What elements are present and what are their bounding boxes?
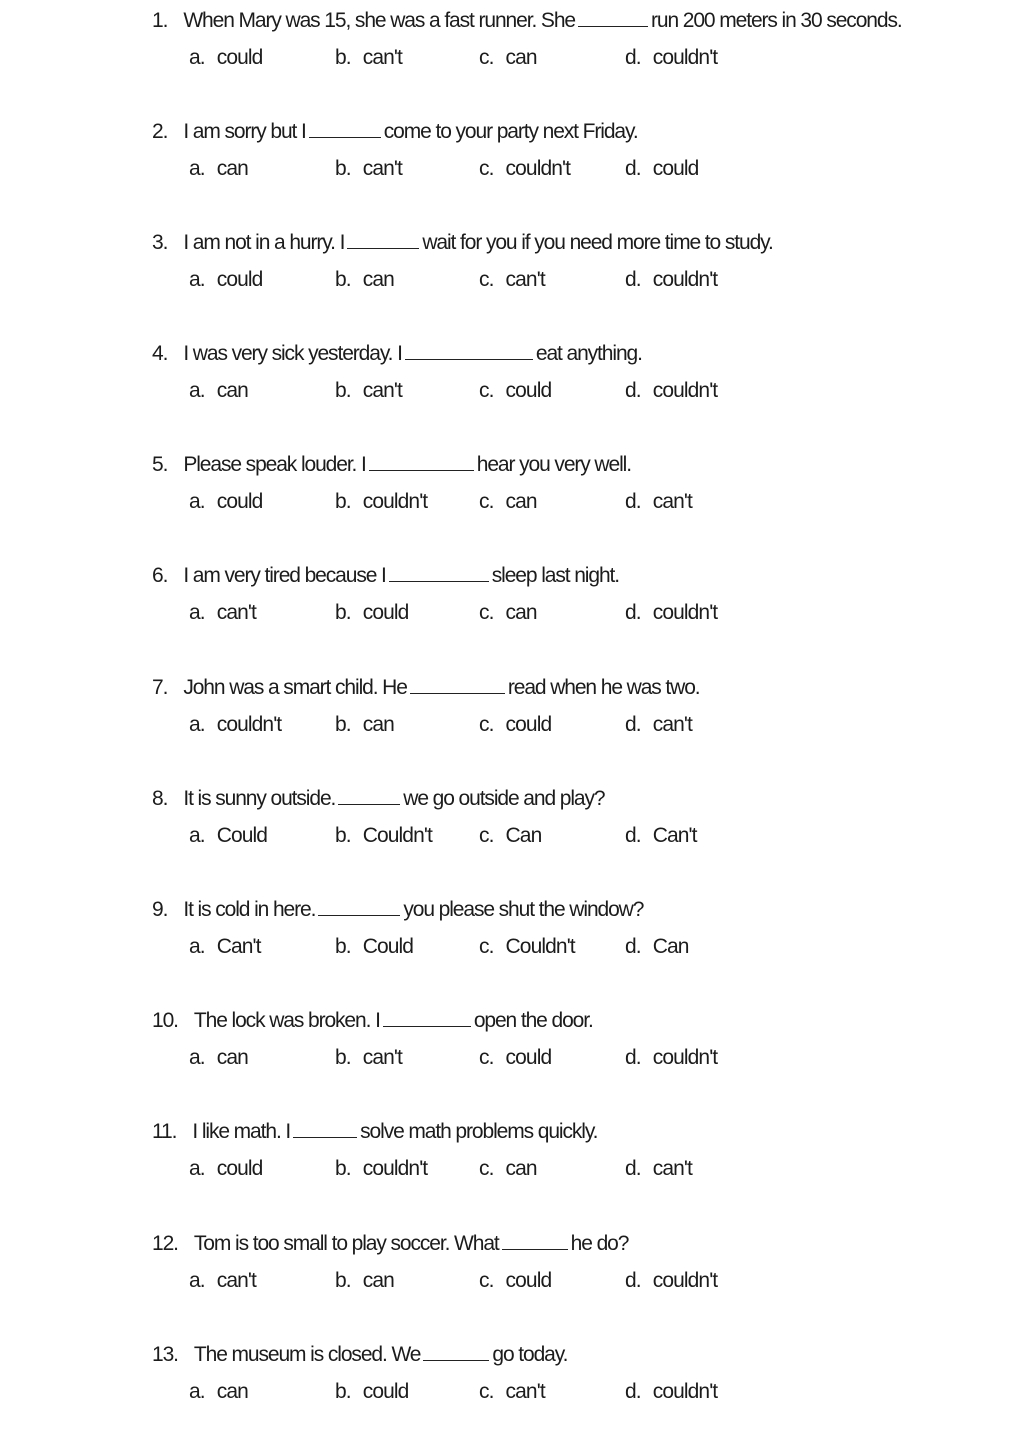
option-text: couldn't [362,1157,428,1180]
option-letter: a. [189,713,205,736]
stem-text-after: eat anything. [535,342,642,365]
stem-text-before: When Mary was 15, she was a fast runner. She [183,9,575,32]
option-b[interactable] [335,487,427,517]
question-3 [152,228,992,318]
option-d[interactable] [625,1377,717,1407]
option-text: could [216,46,263,69]
option-text: can [362,713,394,736]
option-text: couldn't [652,268,718,291]
option-d[interactable] [625,821,697,851]
question-stem [152,450,631,480]
option-text: could [505,1269,552,1292]
stem-text-before: I am not in a hurry. I [183,231,345,254]
option-letter: c. [479,490,494,513]
option-letter: d. [625,46,641,69]
question-stem [152,784,604,814]
question-stem [152,673,700,703]
stem-text-before: Please speak louder. I [183,453,366,476]
option-a[interactable] [189,1043,248,1073]
option-a[interactable] [189,43,262,73]
option-text: could [216,490,263,513]
option-text: can [505,46,537,69]
option-a[interactable] [189,598,256,628]
option-d[interactable] [625,1043,717,1073]
option-letter: a. [189,1157,205,1180]
option-text: couldn't [505,157,571,180]
option-letter: c. [479,601,494,624]
option-letter: b. [335,935,351,958]
option-letter: b. [335,1380,351,1403]
question-9 [152,895,992,985]
question-11 [152,1117,992,1207]
option-text: Can't [216,935,261,958]
stem-text-after: wait for you if you need more time to study. [422,231,773,254]
option-text: can [216,1046,248,1069]
option-d[interactable] [625,43,717,73]
option-b[interactable] [335,598,408,628]
stem-text-after: he do? [570,1232,629,1255]
option-a[interactable] [189,154,248,184]
option-b[interactable] [335,154,402,184]
option-text: can't [362,1046,402,1069]
question-7 [152,673,992,763]
option-text: couldn't [652,46,718,69]
option-letter: b. [335,490,351,513]
option-c[interactable] [479,1377,545,1407]
question-stem [152,339,642,369]
option-c[interactable] [479,43,537,73]
option-b[interactable] [335,710,394,740]
answer-blank[interactable] [502,1231,568,1250]
answer-options [152,710,992,740]
answer-blank[interactable] [423,1342,489,1361]
stem-text-before: I am very tired because I [183,564,386,587]
option-a[interactable] [189,710,281,740]
stem-text-after: we go outside and play? [403,787,605,810]
option-letter: a. [189,379,205,402]
option-letter: c. [479,713,494,736]
option-letter: a. [189,157,205,180]
option-a[interactable] [189,265,262,295]
option-letter: d. [625,1380,641,1403]
option-letter: b. [335,157,351,180]
option-text: can [362,1269,394,1292]
option-c[interactable] [479,932,575,962]
option-letter: d. [625,490,641,513]
question-number: 8. [152,787,168,810]
option-text: can't [652,713,692,736]
option-letter: d. [625,1157,641,1180]
option-a[interactable] [189,1154,262,1184]
option-d[interactable] [625,1154,692,1184]
option-c[interactable] [479,376,551,406]
option-b[interactable] [335,376,402,406]
option-text: Could [216,824,268,847]
question-stem [152,1006,593,1036]
option-text: couldn't [652,601,718,624]
answer-blank[interactable] [318,897,400,916]
option-letter: a. [189,1269,205,1292]
question-stem [152,117,638,147]
answer-options [152,265,992,295]
answer-blank[interactable] [338,786,400,805]
option-c[interactable] [479,1154,537,1184]
option-text: can't [362,46,402,69]
option-a[interactable] [189,376,248,406]
answer-blank[interactable] [347,230,419,249]
option-d[interactable] [625,710,692,740]
option-letter: c. [479,268,494,291]
option-c[interactable] [479,265,545,295]
option-text: couldn't [652,1269,718,1292]
option-d[interactable] [625,154,698,184]
option-letter: a. [189,268,205,291]
question-stem [152,6,902,36]
option-text: can't [505,1380,545,1403]
option-d[interactable] [625,598,717,628]
option-letter: d. [625,601,641,624]
stem-text-before: I am sorry but I [183,120,306,143]
option-text: can't [652,1157,692,1180]
stem-text-after: solve math problems quickly. [360,1120,598,1143]
question-stem [152,1117,597,1147]
stem-text-before: John was a smart child. He [183,676,407,699]
answer-blank[interactable] [405,341,533,360]
question-number: 6. [152,564,168,587]
option-b[interactable] [335,821,432,851]
option-text: could [362,1380,409,1403]
question-number: 1. [152,9,168,32]
option-b[interactable] [335,43,402,73]
option-letter: b. [335,1269,351,1292]
answer-blank[interactable] [389,563,489,582]
option-letter: c. [479,824,494,847]
option-letter: d. [625,1046,641,1069]
option-letter: d. [625,157,641,180]
option-letter: a. [189,824,205,847]
option-text: Couldn't [505,935,575,958]
option-a[interactable] [189,487,262,517]
answer-options [152,376,992,406]
option-text: can't [505,268,545,291]
option-b[interactable] [335,1266,394,1296]
option-b[interactable] [335,1043,402,1073]
option-text: Can't [652,824,697,847]
question-stem [152,895,643,925]
stem-text-before: It is cold in here. [183,898,316,921]
question-number: 11. [152,1120,177,1143]
option-text: could [216,268,263,291]
option-text: can't [216,1269,256,1292]
option-d[interactable] [625,932,689,962]
option-letter: c. [479,1269,494,1292]
stem-text-before: Tom is too small to play soccer. What [193,1232,499,1255]
option-letter: b. [335,46,351,69]
stem-text-after: read when he was two. [507,676,700,699]
question-number: 7. [152,676,168,699]
option-letter: d. [625,824,641,847]
option-text: can [216,157,248,180]
question-number: 12. [152,1232,178,1255]
option-text: could [652,157,699,180]
question-number: 5. [152,453,168,476]
question-number: 2. [152,120,168,143]
option-letter: b. [335,379,351,402]
answer-options [152,43,992,73]
question-4 [152,339,992,429]
option-letter: a. [189,1380,205,1403]
question-number: 13. [152,1343,178,1366]
option-text: can't [362,379,402,402]
question-number: 10. [152,1009,178,1032]
answer-options [152,154,992,184]
option-text: Could [362,935,414,958]
question-stem [152,561,619,591]
stem-text-before: It is sunny outside. [183,787,336,810]
answer-blank[interactable] [293,1119,357,1138]
option-a[interactable] [189,1266,256,1296]
option-letter: c. [479,1157,494,1180]
question-10 [152,1006,992,1096]
option-text: couldn't [652,1380,718,1403]
option-letter: a. [189,935,205,958]
option-text: Couldn't [362,824,432,847]
option-text: couldn't [652,379,718,402]
question-stem [152,1229,628,1259]
stem-text-before: The lock was broken. I [193,1009,380,1032]
answer-options [152,821,992,851]
option-letter: c. [479,935,494,958]
option-text: couldn't [652,1046,718,1069]
option-text: can't [362,157,402,180]
option-d[interactable] [625,1266,717,1296]
option-letter: d. [625,713,641,736]
question-12 [152,1229,992,1319]
option-text: can [505,490,537,513]
option-letter: b. [335,601,351,624]
option-text: could [216,1157,263,1180]
stem-text-after: come to your party next Friday. [383,120,638,143]
option-letter: b. [335,1046,351,1069]
option-c[interactable] [479,154,570,184]
question-stem [152,1340,567,1370]
option-letter: c. [479,1046,494,1069]
stem-text-before: I like math. I [192,1120,291,1143]
option-c[interactable] [479,821,541,851]
answer-options [152,1043,992,1073]
option-letter: d. [625,1269,641,1292]
option-letter: b. [335,713,351,736]
answer-options [152,487,992,517]
option-b[interactable] [335,265,394,295]
option-text: can [216,379,248,402]
option-letter: a. [189,490,205,513]
stem-text-before: The museum is closed. We [193,1343,421,1366]
answer-blank[interactable] [369,452,474,471]
answer-blank[interactable] [578,8,648,27]
option-letter: b. [335,268,351,291]
stem-text-before: I was very sick yesterday. I [183,342,402,365]
option-text: could [505,1046,552,1069]
question-8 [152,784,992,874]
stem-text-after: you please shut the window? [403,898,644,921]
option-c[interactable] [479,1043,551,1073]
option-d[interactable] [625,487,692,517]
answer-blank[interactable] [410,675,505,694]
option-b[interactable] [335,1377,408,1407]
option-text: can [505,601,537,624]
answer-options [152,932,992,962]
stem-text-after: hear you very well. [476,453,631,476]
option-b[interactable] [335,932,413,962]
option-letter: c. [479,46,494,69]
option-letter: d. [625,935,641,958]
option-text: could [505,379,552,402]
option-c[interactable] [479,598,537,628]
option-text: couldn't [216,713,282,736]
stem-text-after: run 200 meters in 30 seconds. [650,9,902,32]
answer-blank[interactable] [309,119,381,138]
question-stem [152,228,773,258]
option-letter: d. [625,268,641,291]
stem-text-after: go today. [492,1343,568,1366]
question-1 [152,6,992,96]
option-letter: a. [189,46,205,69]
option-c[interactable] [479,1266,551,1296]
answer-options [152,1154,992,1184]
stem-text-after: sleep last night. [491,564,619,587]
option-letter: c. [479,157,494,180]
option-text: can't [216,601,256,624]
question-13 [152,1340,992,1430]
option-a[interactable] [189,821,267,851]
option-letter: b. [335,1157,351,1180]
question-5 [152,450,992,540]
answer-options [152,1377,992,1407]
option-letter: a. [189,1046,205,1069]
option-a[interactable] [189,1377,248,1407]
option-text: could [362,601,409,624]
stem-text-after: open the door. [473,1009,593,1032]
question-number: 9. [152,898,168,921]
option-text: can't [652,490,692,513]
option-c[interactable] [479,710,551,740]
option-text: could [505,713,552,736]
option-d[interactable] [625,376,717,406]
option-text: can [216,1380,248,1403]
option-text: can [505,1157,537,1180]
option-d[interactable] [625,265,717,295]
option-text: can [362,268,394,291]
option-a[interactable] [189,932,261,962]
answer-options [152,598,992,628]
question-number: 3. [152,231,168,254]
question-number: 4. [152,342,168,365]
option-b[interactable] [335,1154,427,1184]
question-2 [152,117,992,207]
option-letter: c. [479,379,494,402]
option-text: couldn't [362,490,428,513]
option-c[interactable] [479,487,537,517]
option-letter: d. [625,379,641,402]
option-letter: c. [479,1380,494,1403]
option-letter: b. [335,824,351,847]
question-6 [152,561,992,651]
option-letter: a. [189,601,205,624]
answer-blank[interactable] [383,1008,471,1027]
option-text: Can [652,935,689,958]
answer-options [152,1266,992,1296]
option-text: Can [505,824,542,847]
